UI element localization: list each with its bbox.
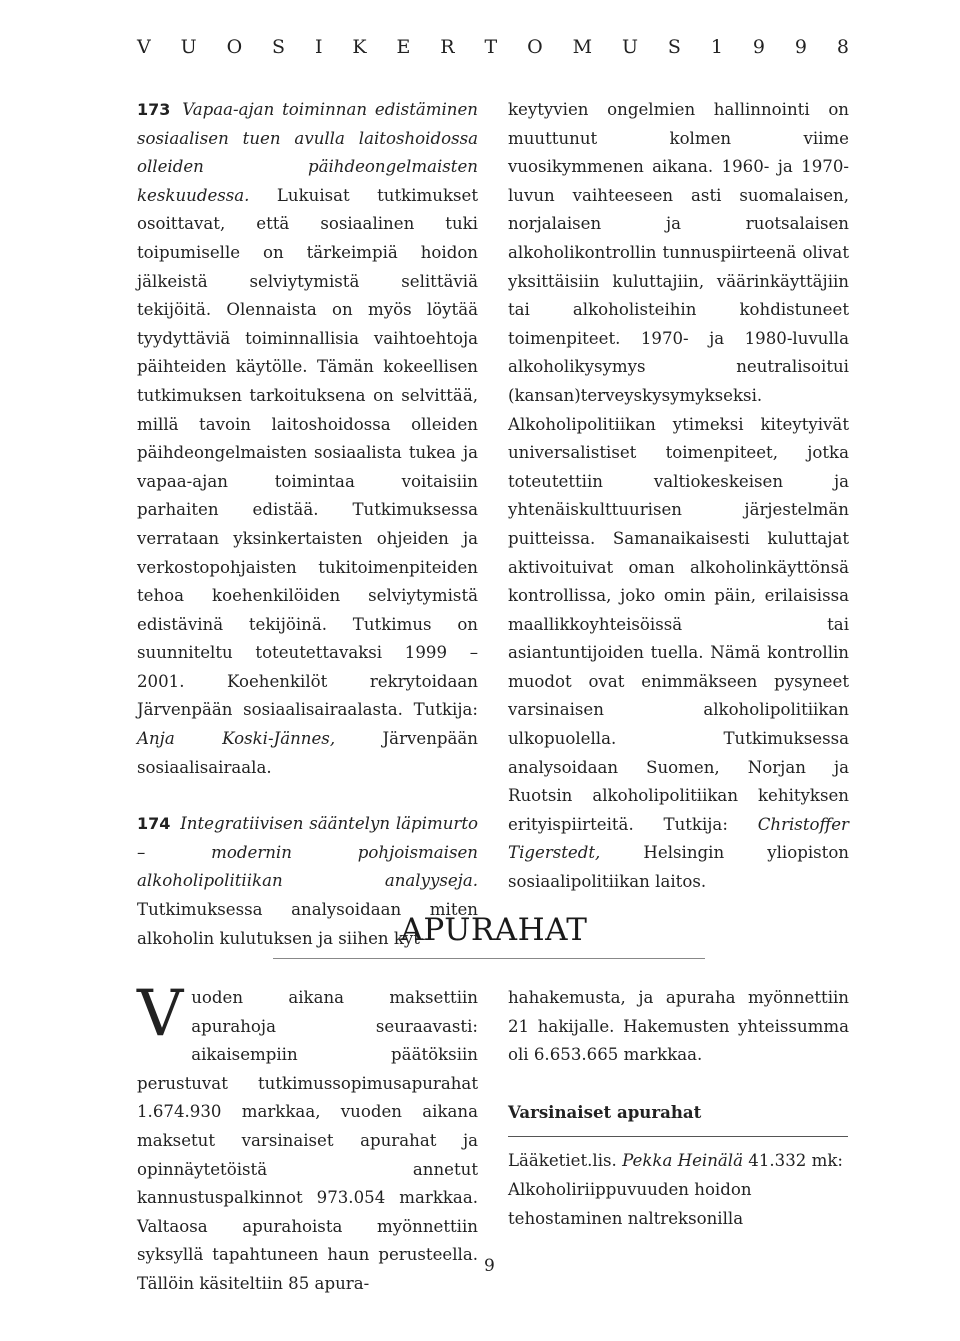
grant-recipient: Pekka Heinälä xyxy=(622,1151,744,1171)
header-letter: 9 xyxy=(794,36,807,58)
header-letter: R xyxy=(440,36,455,58)
item-title: Vapaa-ajan toiminnan edistäminen sosiaalisen tuen avulla laitoshoidossa olleiden päihdeongelmaisten keskuudessa. xyxy=(137,100,478,205)
title-divider xyxy=(273,958,705,959)
section-title: APURAHAT xyxy=(400,912,588,948)
grant-title-prefix: Lääketiet.lis. xyxy=(508,1151,617,1171)
header-letter: 8 xyxy=(836,36,849,58)
item-body: Lukuisat tutkimukset osoittavat, että sosiaalinen tuki toipumiselle on tärkeimpiä hoidon jälkeistä selviytymistä selittäviä tekijöitä. Olennaista on myös löytää tyydyttäviä toiminnallisia vaihtoehtoja päihteiden käytölle. Tämän kokeellisen tutkimuksen tarkoituksena on selvittää, millä tavoin laitoshoidossa olleiden päihdeongelmaisten sosiaalista tukea ja vapaa-ajan toimintaa voitaisiin parhaiten edistää. Tutkimuksessa verrataan yksinkertaisten ohjeiden ja verkostopohjaisten tukitoimenpiteiden tehoa koehenkilöiden selviytymistä edistävinä tekijöinä. Tutkimus on suunniteltu toteutettavaksi 1999 – 2001. Koehenkilöt rekrytoidaan Järvenpään sosiaalisairaalasta. xyxy=(137,185,478,720)
header-letter: U xyxy=(621,36,638,58)
subheading: Varsinaiset apurahat xyxy=(508,1101,702,1122)
running-header xyxy=(137,36,849,58)
page-number: 9 xyxy=(484,1256,495,1276)
header-letter: V xyxy=(137,36,151,58)
intro-text: uoden aikana maksettiin apurahoja seuraavasti: aikaisempiin päätöksiin perustuvat tutkimussopimusapurahat 1.674.930 markkaa, vuoden aikana maksetut varsinaiset apurahat ja opinnäytetöistä annetut kannustuspalkinnot 973.054 markkaa. Valtaosa apurahoista myönnettiin syksyllä tapahtuneen haun perusteella. Tällöin käsiteltiin 85 apura- xyxy=(137,988,478,1293)
left-column-upper xyxy=(137,96,478,953)
header-letter: K xyxy=(352,36,367,58)
right-column-upper xyxy=(508,96,849,897)
item-title: Integratiivisen sääntelyn läpimurto – modernin pohjoismaisen alkoholipolitiikan analyyseja. xyxy=(137,814,478,891)
header-letter: 1 xyxy=(710,36,723,58)
item-173 xyxy=(137,96,478,782)
grant-description: Alkoholiriippuvuuden hoidon tehostaminen naltreksonilla xyxy=(508,1179,752,1228)
apurahat-intro xyxy=(137,977,478,1299)
left-column-lower xyxy=(137,977,478,1299)
subheading-rule xyxy=(508,1136,848,1137)
apurahat-intro-continued xyxy=(508,984,849,1070)
item-body-continued: keytyvien ongelmien hallinnointi on muuttunut kolmen viime vuosikymmenen aikana. 1960- ja 1970-luvun vaihteeseen asti suomalaisen, norjalaisen ja ruotsalaisen alkoholikontrollin tunnuspiirteenä olivat yksittäisiin kuluttajiin, väärinkäyttäjiin tai alkoholisteihin kohdistuneet toimenpiteet. 1970- ja 1980-luvulla alkoholikysymys neutralisoitui (kansan)terveyskysymykseksi. Alkoholipolitiikan ytimeksi kiteytyivät universalistiset toimenpiteet, jotka toteutettiin valtiokeskeisen ja yhtenäiskulttuurisen järjestelmän puitteissa. Samanaikaisesti kuluttajat aktivoituivat oman alkoholinkäyttönsä kontrollissa, joko omin päin, erilaisissa maallikkoyhteisöissä tai asiantuntijoiden tuella. Nämä kontrollin muodot ovat enimmäkseen pysyneet varsinaisen alkoholipolitiikan ulkopuolella. Tutkimuksessa analysoidaan Suomen, Norjan ja Ruotsin alkoholipolitiikan kehityksen erityispiirteitä. xyxy=(508,100,849,834)
header-letter: T xyxy=(484,36,498,58)
header-letter: I xyxy=(314,36,323,58)
header-letter: M xyxy=(572,36,593,58)
researcher-label: Tutkija: xyxy=(413,700,478,720)
header-letter: U xyxy=(180,36,197,58)
item-174-continued xyxy=(508,96,849,897)
researcher-place: Helsingin yliopiston sosiaalipolitiikan laitos. xyxy=(508,843,849,892)
researcher-place: Järvenpään sosiaalisairaala. xyxy=(137,729,478,777)
grant-amount: 41.332 mk: xyxy=(748,1151,844,1171)
header-letter: S xyxy=(272,36,286,58)
right-column-lower xyxy=(508,984,849,1233)
intro-text-continued: hahakemusta, ja apuraha myönnettiin 21 hakijalle. Hakemusten yhteissumma oli 6.653.665 markkaa. xyxy=(508,988,849,1065)
header-letter: E xyxy=(396,36,411,58)
researcher-name: Anja Koski-Jännes, xyxy=(137,729,336,749)
researcher-name: Christoffer Tigerstedt, xyxy=(508,814,849,863)
researcher-label: Tutkija: xyxy=(663,814,728,834)
item-number: 174 xyxy=(137,814,171,834)
header-letter: O xyxy=(527,36,543,58)
header-letter: S xyxy=(667,36,681,58)
header-letter: O xyxy=(226,36,243,58)
drop-cap: V xyxy=(137,977,184,1051)
grant-entry xyxy=(508,1147,849,1233)
header-letter: 9 xyxy=(752,36,765,58)
item-number: 173 xyxy=(137,100,171,119)
item-body-start: Tutkimuksessa analysoidaan miten alkoholin kulutuksen ja siihen kyt- xyxy=(137,900,478,948)
